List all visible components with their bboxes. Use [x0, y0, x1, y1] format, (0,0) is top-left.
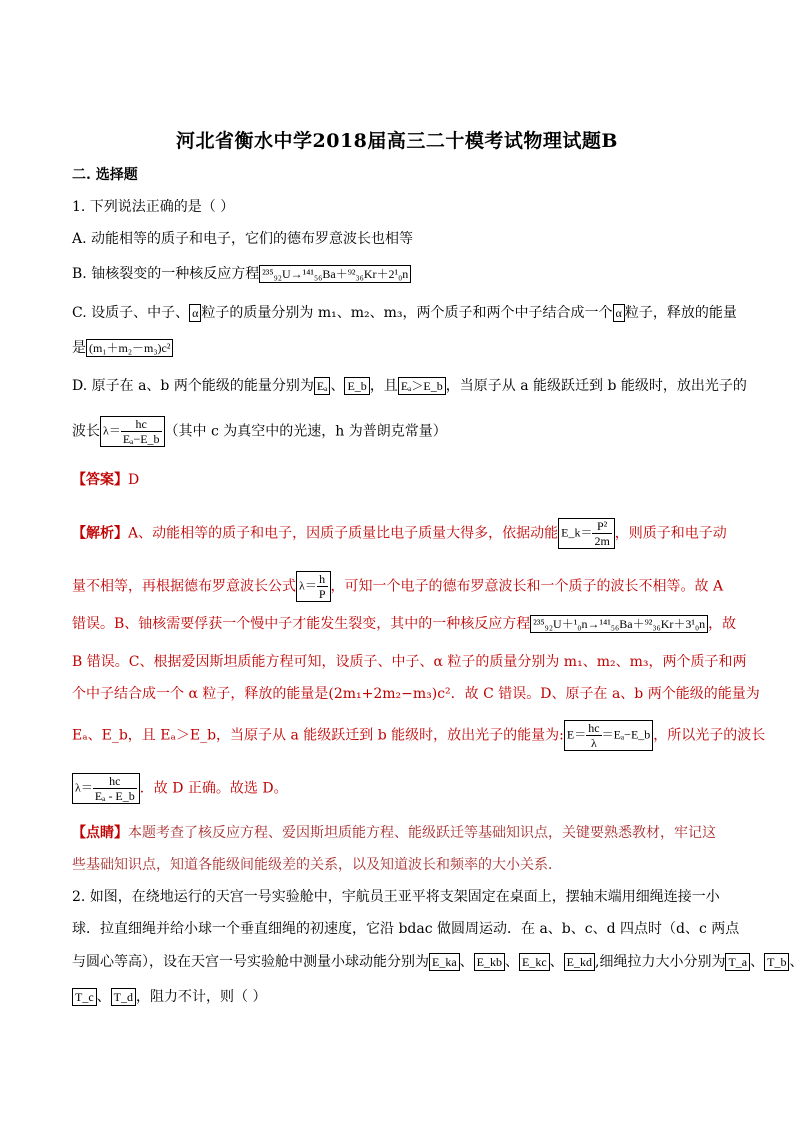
answer-value: D	[128, 472, 140, 488]
q2-line-2: 球．拉直细绳并给小球一个垂直细绳的初速度，它沿 bdac 做圆周运动．在 a、b、c、d 四点时（d、c 两点	[72, 921, 740, 937]
q1-option-c-text3: 粒子，释放的能量	[624, 305, 737, 321]
q1-option-d-text1: D. 原子在 a、b 两个能级的能量分别为	[72, 378, 314, 394]
page-title: 河北省衡水中学2018届高三二十模考试物理试题B	[176, 130, 618, 152]
q1-option-d-and: ，且	[369, 378, 398, 394]
q1-option-c-text1: C. 设质子、中子、	[72, 305, 190, 321]
analysis-text-6a: Eₐ、E_b，且 Eₐ＞E_b，当原子从 a 能级跃迁到 b 能级时，放出光子的能量为:	[72, 727, 564, 744]
ekc-symbol: E_kc	[519, 953, 550, 971]
q1-option-d-text3: 波长	[72, 423, 100, 440]
sep-5: 、	[789, 954, 803, 970]
q1-stem: 1. 下列说法正确的是（ ）	[72, 199, 235, 215]
analysis-text-3b: ，故	[708, 616, 737, 632]
analysis-line-3	[72, 614, 737, 634]
sep-3: 、	[549, 954, 564, 970]
analysis-line-6	[72, 720, 766, 751]
wavelength2-numerator: hc	[93, 774, 137, 789]
answer-line	[72, 470, 722, 490]
q2-line-3	[72, 952, 803, 972]
section-heading: 二. 选择题	[72, 167, 138, 183]
sep-6: 、	[96, 989, 111, 1005]
ta-symbol: T_a	[725, 953, 750, 971]
q1-option-d	[72, 376, 747, 396]
analysis-line-7	[72, 773, 722, 804]
q2-line-4	[72, 987, 722, 1007]
q1-option-d-text4: （其中 c 为真空中的光速，h 为普朗克常量）	[164, 423, 447, 440]
wavelength-lhs: λ＝	[103, 423, 121, 438]
db-fraction	[317, 572, 328, 601]
analysis-text-1a: A、动能相等的质子和电子，因质子质量比电子质量大得多，依据动能	[128, 525, 559, 542]
eb-symbol: E_b	[344, 377, 369, 395]
analysis-text-1b: ，则质子和电子动	[614, 525, 727, 542]
sep-2: 、	[505, 954, 519, 970]
db-lhs: λ＝	[299, 578, 317, 593]
comment-text-1: 本题考查了核反应方程、爱因斯坦质能方程、能级跃迁等基础知识点，关键要熟悉教材，牢记这	[128, 825, 716, 841]
wavelength-fraction	[121, 417, 162, 446]
q1-option-d-text2: ，当原子从 a 能级跃迁到 b 能级时，放出光子的	[445, 378, 747, 394]
kinetic-energy-formula	[558, 518, 615, 549]
comment-line-2: 些基础知识点，知道各能级间能级差的关系，以及知道波长和频率的大小关系．	[72, 857, 562, 873]
analysis-line-5: 个中子结合成一个 α 粒子，释放的能量是(2m₁+2m₂−m₃)c²．故 C 错误。D、原子在 a、b 两个能级的能量为	[72, 686, 760, 702]
wavelength-denominator: Eₐ−E_b	[122, 432, 160, 446]
wavelength-numerator: hc	[121, 417, 162, 432]
q1-option-b-text: B. 铀核裂变的一种核反应方程	[72, 266, 260, 282]
comment-line-1	[72, 823, 722, 843]
q2-line-1: 2. 如图，在绕地运行的天宫一号实验舱中，宇航员王亚平将支架固定在桌面上，摆轴末端用细绳连接一小	[72, 889, 720, 905]
sep-1: 、	[459, 954, 474, 970]
analysis-text-7b: ．故 D 正确。故选 D。	[139, 780, 288, 797]
q1-option-b	[72, 264, 722, 284]
comment-label: 【点睛】	[72, 825, 128, 841]
wavelength2-fraction	[93, 774, 137, 803]
q2-text-4b: ，阻力不计，则（ ）	[136, 989, 267, 1005]
tc-symbol: T_c	[72, 988, 97, 1006]
alpha-symbol: α	[189, 304, 201, 322]
ek-denominator: 2m	[594, 534, 610, 548]
ek-numerator: P²	[592, 519, 611, 534]
ek-fraction	[592, 519, 611, 548]
q2-text-3a: 与圆心等高），设在天宫一号实验舱中测量小球动能分别为	[72, 954, 429, 970]
q1-option-a: A. 动能相等的质子和电子，它们的德布罗意波长也相等	[72, 231, 414, 247]
photon-fraction	[586, 721, 601, 750]
photon-lhs: E＝	[566, 727, 587, 742]
analysis-line-1	[72, 518, 727, 549]
eka-symbol: E_ka	[429, 953, 460, 971]
q1-option-c-text2: 粒子的质量分别为 m₁、m₂、m₃，两个质子和两个中子结合成一个	[201, 305, 613, 321]
photon-denominator: λ	[590, 736, 597, 750]
wavelength2-lhs: λ＝	[75, 780, 93, 795]
de-broglie-formula	[296, 571, 331, 602]
wavelength2-denominator: Eₐ - E_b	[94, 789, 135, 803]
db-numerator: h	[317, 572, 328, 587]
mass-energy-formula: (m₁＋m₂－m₃)c²	[86, 339, 173, 357]
photon-numerator: hc	[588, 721, 600, 735]
q1-option-d-sep: 、	[330, 378, 345, 394]
db-denominator: P	[318, 587, 326, 601]
analysis-text-3a: 错误。B、铀核需要俘获一个慢中子才能发生裂变，其中的一种核反应方程	[72, 616, 531, 632]
ekd-symbol: E_kd	[564, 953, 595, 971]
analysis-text-2a: 量不相等，再根据德布罗意波长公式	[72, 578, 296, 595]
sep-4: 、	[750, 954, 765, 970]
answer-label: 【答案】	[72, 472, 128, 488]
q1-option-c-text4: 是	[72, 340, 86, 356]
wavelength-formula	[100, 416, 165, 447]
analysis-text-6b: ，所以光子的波长	[653, 727, 766, 744]
q1-option-c-line2	[72, 338, 722, 358]
q1-option-d-line2	[72, 416, 722, 447]
ek-lhs: E_k＝	[561, 525, 593, 540]
analysis-line-2	[72, 571, 722, 602]
tb-symbol: T_b	[764, 953, 789, 971]
analysis-label: 【解析】	[72, 525, 128, 542]
analysis-line-4: B 错误。C、根据爱因斯坦质能方程可知，设质子、中子、α 粒子的质量分别为 m₁、m₂、m₃，两个质子和两	[72, 654, 747, 670]
ea-symbol: Eₐ	[314, 377, 331, 395]
q1-option-c	[72, 303, 737, 323]
photon-energy-formula	[564, 720, 653, 751]
wavelength-formula-2	[72, 773, 140, 804]
td-symbol: T_d	[111, 988, 136, 1006]
q2-text-3b: ,细绳拉力大小分别为	[595, 954, 726, 970]
photon-rhs: ＝Eₐ−E_b	[601, 727, 651, 742]
fission-equation-1: ²³⁵₉₂U→¹⁴¹₅₆Ba＋⁹²₃₆Kr＋2¹₀n	[259, 265, 411, 283]
fission-equation-2: ²³⁵₉₂U＋¹₀n→¹⁴¹₅₆Ba＋⁹²₃₆Kr＋3¹₀n	[530, 615, 708, 633]
analysis-text-2b: ，可知一个电子的德布罗意波长和一个质子的波长不相等。故 A	[330, 578, 724, 595]
ea-gt-eb: Eₐ＞E_b	[398, 377, 446, 395]
ekb-symbol: E_kb	[474, 953, 505, 971]
alpha-symbol-2: α	[613, 304, 625, 322]
